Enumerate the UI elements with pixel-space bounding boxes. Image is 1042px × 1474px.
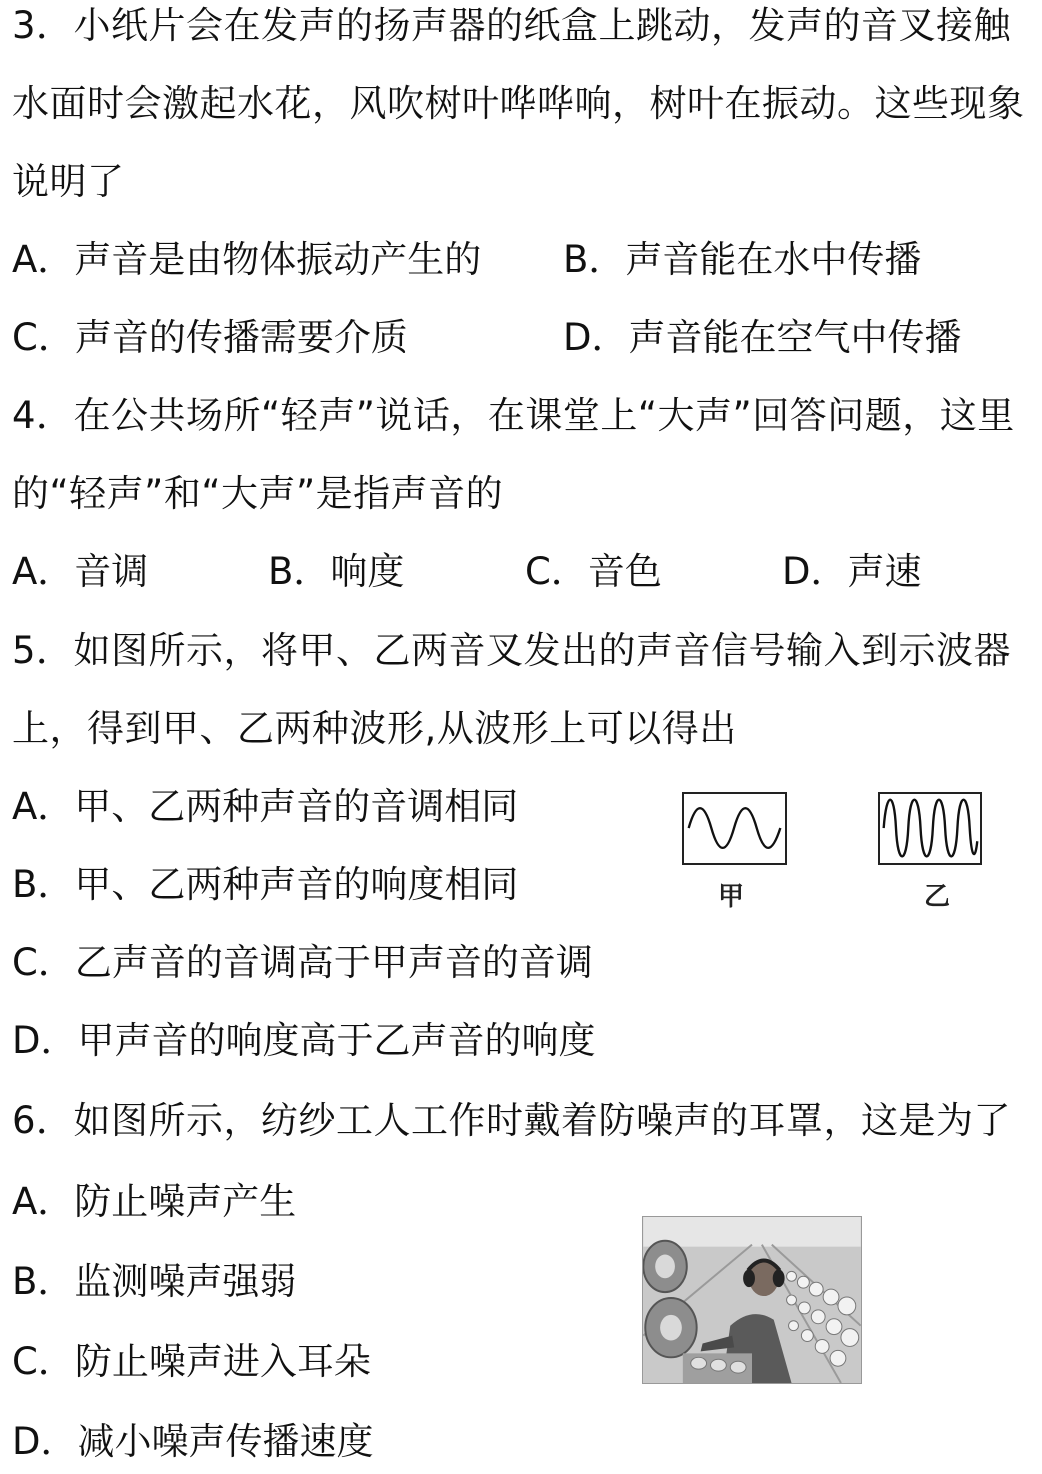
q3-option-d[interactable]: D．声音能在空气中传播 xyxy=(563,316,962,359)
q5-option-b[interactable]: B．甲、乙两种声音的响度相同 xyxy=(12,863,519,906)
q5-option-a[interactable]: A．甲、乙两种声音的音调相同 xyxy=(12,785,519,828)
q6-option-d[interactable]: D．减小噪声传播速度 xyxy=(12,1420,374,1463)
q3-option-a[interactable]: A．声音是由物体振动产生的 xyxy=(12,238,482,281)
q5-stem-line2: 上，得到甲、乙两种波形,从波形上可以得出 xyxy=(12,707,737,750)
q4-option-b[interactable]: B．响度 xyxy=(268,550,405,593)
q6-stem-line1: 6．如图所示，纺纱工人工作时戴着防噪声的耳罩，这是为了 xyxy=(12,1099,1012,1142)
q5-option-c[interactable]: C．乙声音的音调高于甲声音的音调 xyxy=(12,941,593,984)
waveform-yi-curve xyxy=(884,800,978,857)
q3-stem-line2: 水面时会激起水花，风吹树叶哗哗响，树叶在振动。这些现象 xyxy=(12,82,1025,125)
q3-stem-line3: 说明了 xyxy=(12,160,125,203)
q4-option-a[interactable]: A．音调 xyxy=(12,550,149,593)
waveform-jia-curve xyxy=(689,808,781,848)
q3-option-b[interactable]: B．声音能在水中传播 xyxy=(563,238,922,281)
textile-worker-image xyxy=(643,1217,861,1383)
q6-option-a[interactable]: A．防止噪声产生 xyxy=(12,1180,297,1223)
textile-worker-photo xyxy=(642,1216,862,1384)
q3-option-c[interactable]: C．声音的传播需要介质 xyxy=(12,316,408,359)
q4-stem-line2: 的“轻声”和“大声”是指声音的 xyxy=(12,472,504,515)
q4-stem-line1: 4．在公共场所“轻声”说话，在课堂上“大声”回答问题，这里 xyxy=(12,394,1015,437)
waveform-jia-label: 甲 xyxy=(718,882,745,912)
q5-option-d[interactable]: D．甲声音的响度高于乙声音的响度 xyxy=(12,1019,596,1062)
waveform-jia-screen xyxy=(682,792,787,865)
q3-stem-line1: 3．小纸片会在发声的扬声器的纸盒上跳动，发声的音叉接触 xyxy=(12,4,1012,47)
q6-option-b[interactable]: B．监测噪声强弱 xyxy=(12,1260,297,1303)
q6-option-c[interactable]: C．防止噪声进入耳朵 xyxy=(12,1340,371,1383)
waveform-jia-graphic xyxy=(684,794,785,863)
waveform-yi-screen xyxy=(878,792,982,865)
q4-option-d[interactable]: D．声速 xyxy=(782,550,922,593)
q5-stem-line1: 5．如图所示，将甲、乙两音叉发出的声音信号输入到示波器 xyxy=(12,629,1012,672)
waveform-yi-label: 乙 xyxy=(924,882,951,912)
waveform-yi-graphic xyxy=(880,794,980,863)
q4-option-c[interactable]: C．音色 xyxy=(525,550,662,593)
